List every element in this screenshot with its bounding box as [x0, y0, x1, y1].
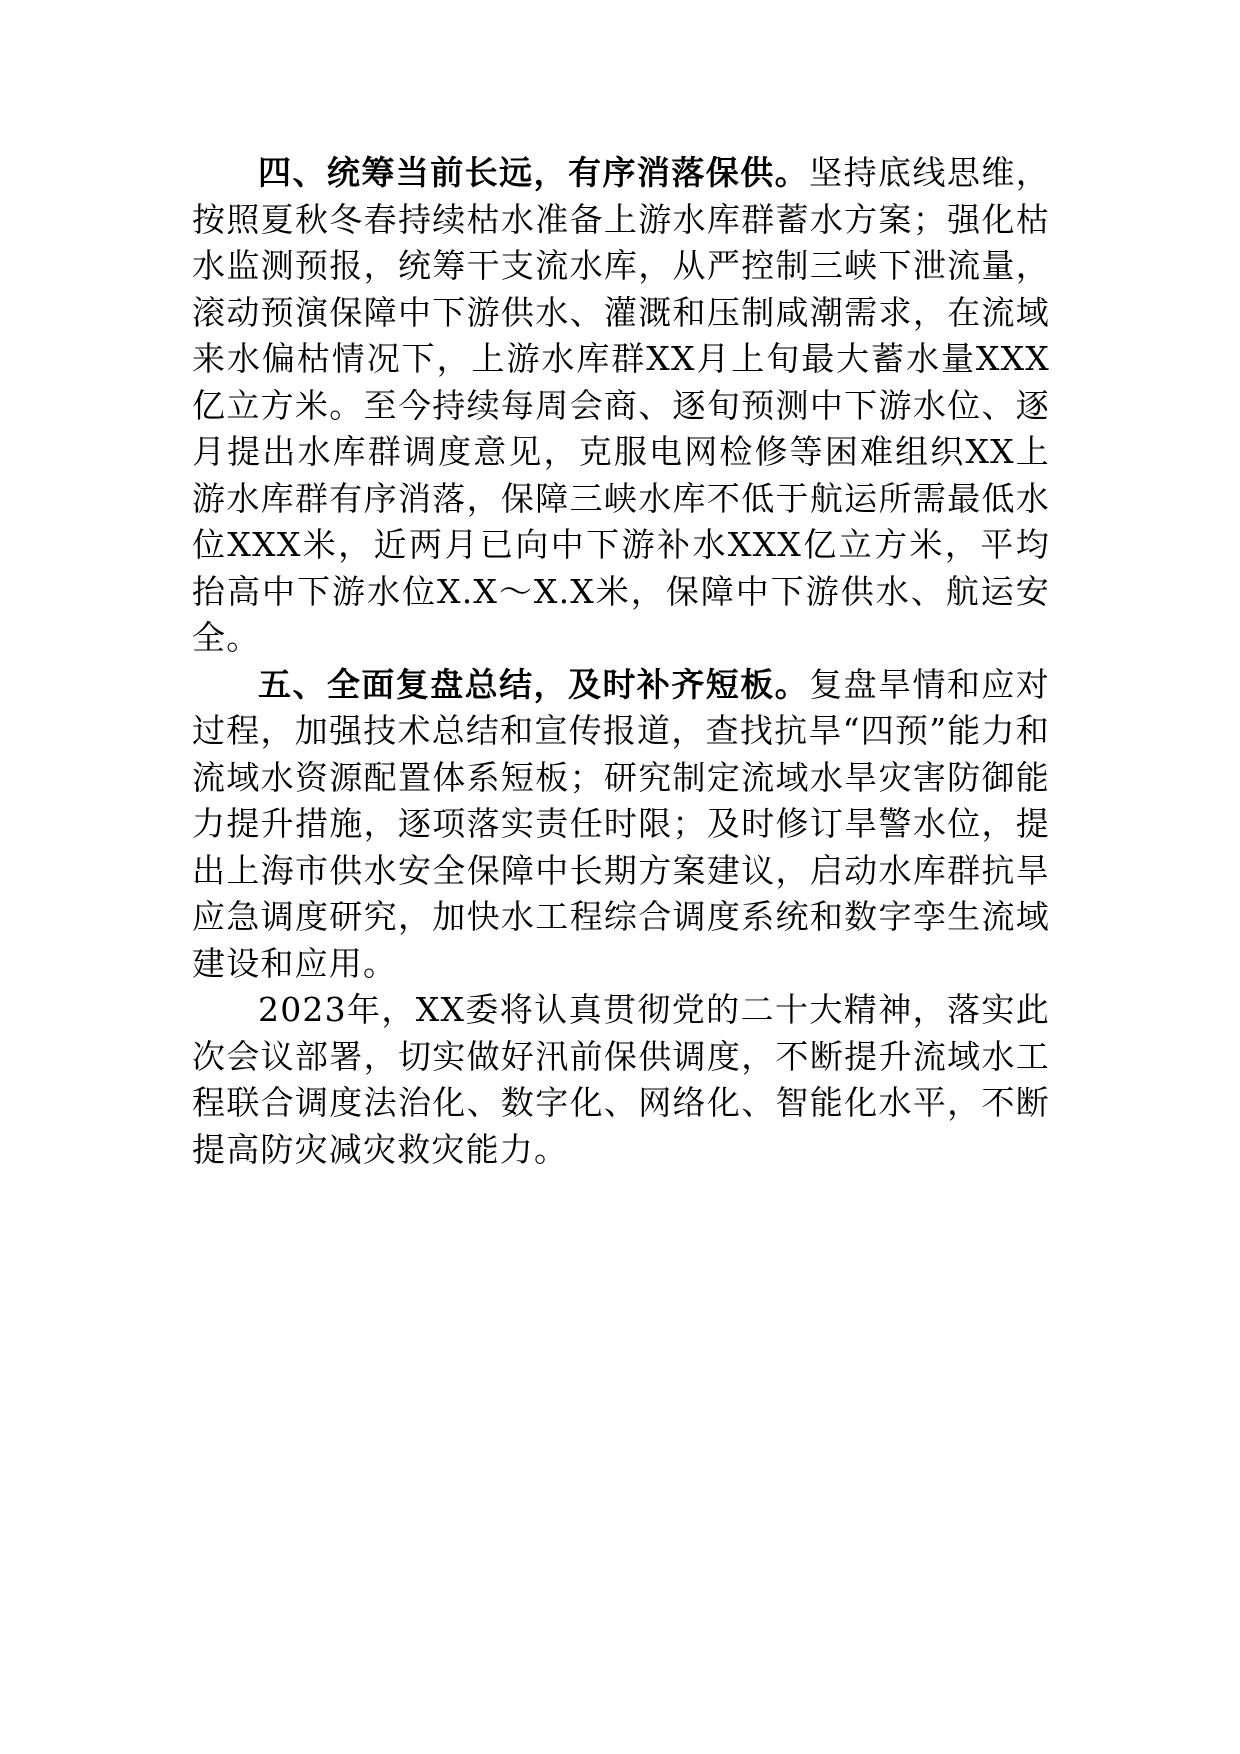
- paragraph-text: 复盘旱情和应对过程，加强技术总结和宣传报道，查找抗旱“四预”能力和流域水资源配置体系短板；研究制定流域水旱灾害防御能力提升措施，逐项落实责任时限；及时修订旱警水位，提出上海市供水安全保障中长期方案建议，启动水库群抗旱应急调度研究，加快水工程综合调度系统和数字孪生流域建设和应用。: [192, 664, 1050, 983]
- paragraph-heading: 五、全面复盘总结，及时补齐短板。: [258, 664, 810, 704]
- paragraph-reservoir-drawdown: [192, 150, 1050, 662]
- paragraph-review-summary: [192, 662, 1050, 988]
- paragraph-text: 坚持底线思维，按照夏秋冬春持续枯水准备上游水库群蓄水方案；强化枯水监测预报，统筹干支流水库，从严控制三峡下泄流量，滚动预演保障中下游供水、灌溉和压制咸潮需求，在流域来水偏枯情况下，上游水库群XX月上旬最大蓄水量XXX亿立方米。至今持续每周会商、逐旬预测中下游水位、逐月提出水库群调度意见，克服电网检修等困难组织XX上游水库群有序消落，保障三峡水库不低于航运所需最低水位XXX米，近两月已向中下游补水XXX亿立方米，平均抬高中下游水位X.X～X.X米，保障中下游供水、航运安全。: [192, 153, 1050, 657]
- paragraph-heading: 四、统筹当前长远，有序消落保供。: [258, 153, 810, 192]
- paragraph-outlook-2023: [192, 987, 1050, 1173]
- document-body: [192, 150, 1050, 1173]
- paragraph-text: 2023年，XX委将认真贯彻党的二十大精神，落实此次会议部署，切实做好汛前保供调度，不断提升流域水工程联合调度法治化、数字化、网络化、智能化水平，不断提高防灾减灾救灾能力。: [192, 990, 1050, 1169]
